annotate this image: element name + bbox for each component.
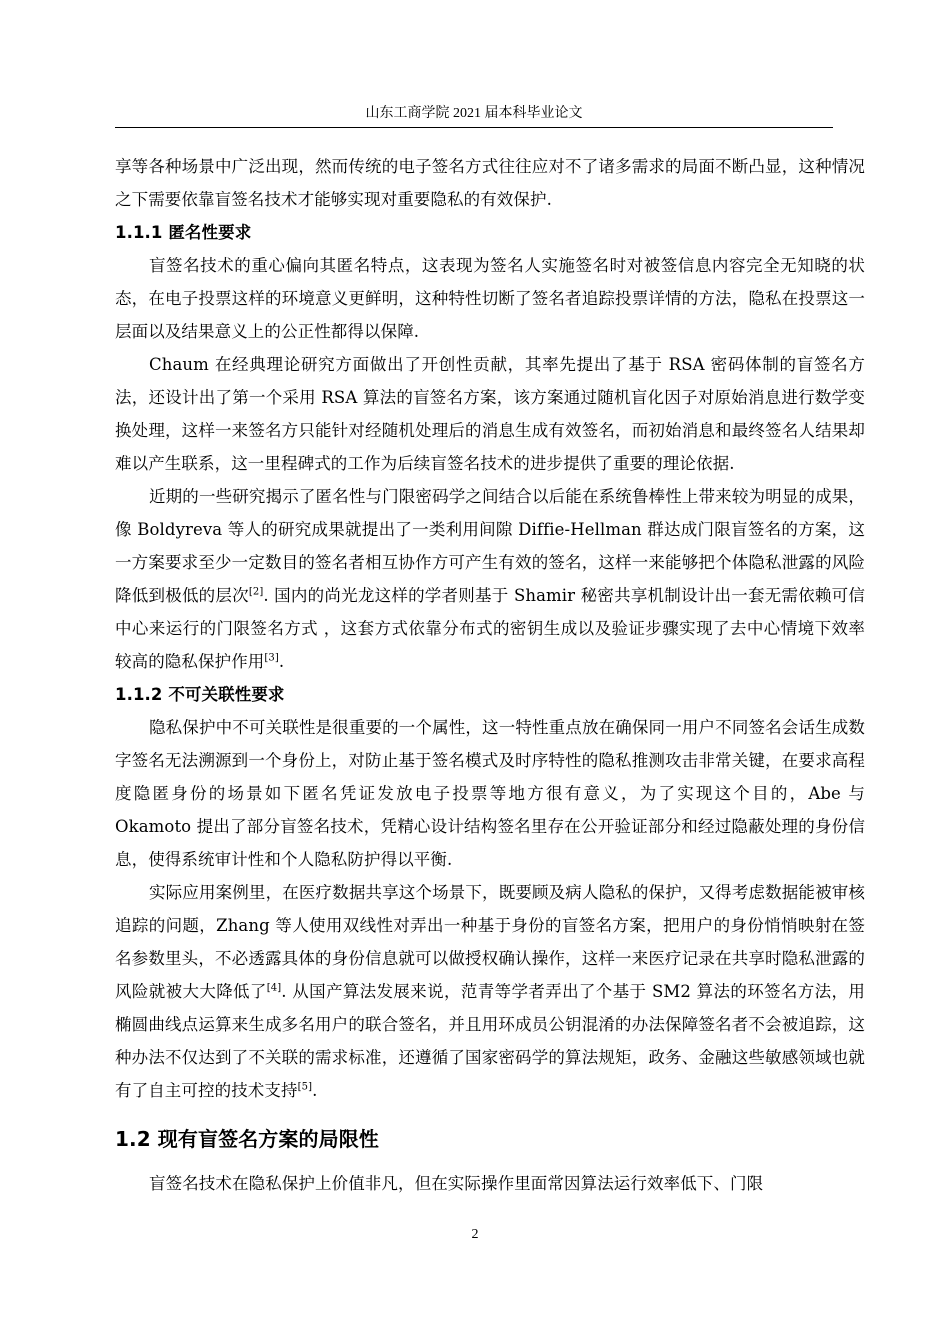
citation-ref: [5]: [297, 1081, 313, 1093]
citation-ref: [2]: [248, 586, 264, 598]
paragraph: [115, 1167, 865, 1200]
header-rule: [115, 127, 833, 128]
paragraph: [115, 348, 865, 480]
paragraph-text: .: [312, 1081, 318, 1100]
subsection-heading: 1.1.1 匿名性要求: [115, 223, 252, 242]
paragraph: [115, 480, 865, 678]
citation-ref: [4]: [266, 982, 282, 994]
paragraph-text: 近期的一些研究揭示了匿名性与门限密码学之间结合以后能在系统鲁棒性上带来较为明显的成果，像 Boldyreva 等人的研究成果就提出了一类利用间隙 Diffie-Hellman 群达成门限盲签名的方案，这一方案要求至少一定数目的签名者相互协作方可产生有效的签名，这样一来能够把个体隐私泄露的风险降低到极低的层次: [115, 487, 865, 605]
running-header: 山东工商学院 2021 届本科毕业论文: [365, 106, 583, 121]
subsection-heading: 1.1.2 不可关联性要求: [115, 685, 285, 704]
paragraph-text: 盲签名技术的重心偏向其匿名特点，这表现为签名人实施签名时对被签信息内容完全无知晓的状态，在电子投票这样的环境意义更鲜明，这种特性切断了签名者追踪投票详情的方法，隐私在投票这一层面以及结果意义上的公正性都得以保障.: [115, 256, 865, 341]
paragraph: [115, 249, 865, 348]
paragraph: [115, 150, 865, 216]
paragraph-text: Chaum 在经典理论研究方面做出了开创性贡献，其率先提出了基于 RSA 密码体制的盲签名方法，还设计出了第一个采用 RSA 算法的盲签名方案，该方案通过随机盲化因子对原始消息进行数学变换处理，这样一来签名方只能针对经随机处理后的消息生成有效签名，而初始消息和最终签名人结果却难以产生联系，这一里程碑式的工作为后续盲签名技术的进步提供了重要的理论依据.: [115, 355, 865, 473]
section-heading: 1.2 现有盲签名方案的局限性: [115, 1127, 379, 1151]
paragraph: [115, 876, 865, 1107]
citation-ref: [3]: [264, 652, 279, 664]
body-text: [115, 150, 865, 1200]
paragraph-text: .: [278, 652, 285, 671]
paragraph-text: . 国内的尚光龙这样的学者则基于 Shamir 秘密共享机制设计出一套无需依赖可信中心来运行的门限签名方式 ，这套方式依靠分布式的密钥生成以及验证步骤实现了去中心情境下效率较高的隐私保护作用: [115, 586, 865, 671]
paragraph-text: 享等各种场景中广泛出现，然而传统的电子签名方式往往应对不了诸多需求的局面不断凸显，这种情况之下需要依靠盲签名技术才能够实现对重要隐私的有效保护.: [115, 157, 865, 209]
paragraph-text: 隐私保护中不可关联性是很重要的一个属性，这一特性重点放在确保同一用户不同签名会话生成数字签名无法溯源到一个身份上，对防止基于签名模式及时序特性的隐私推测攻击非常关键，在要求高程度隐匿身份的场景如下匿名凭证发放电子投票等地方很有意义，为了实现这个目的，Abe 与 Okamoto 提出了部分盲签名技术，凭精心设计结构签名里存在公开验证部分和经过隐蔽处理的身份信息，使得系统审计性和个人隐私防护得以平衡.: [115, 718, 865, 869]
paragraph-text: 实际应用案例里，在医疗数据共享这个场景下，既要顾及病人隐私的保护，又得考虑数据能被审核追踪的问题，Zhang 等人使用双线性对弄出一种基于身份的盲签名方案，把用户的身份悄悄映射在签名参数里头，不必透露具体的身份信息就可以做授权确认操作，这样一来医疗记录在共享时隐私泄露的风险就被大大降低了: [115, 883, 865, 1001]
paragraph-text: 盲签名技术在隐私保护上价值非凡，但在实际操作里面常因算法运行效率低下、门限: [149, 1174, 764, 1193]
paragraph-text: . 从国产算法发展来说，范青等学者弄出了个基于 SM2 算法的环签名方法，用椭圆曲线点运算来生成多名用户的联合签名，并且用环成员公钥混淆的办法保障签名者不会被追踪，这种办法不仅达到了不关联的需求标准，还遵循了国家密码学的算法规矩，政务、金融这些敏感领域也就有了自主可控的技术支持: [115, 982, 865, 1100]
page-number: 2: [471, 1227, 479, 1242]
paragraph: [115, 711, 865, 876]
